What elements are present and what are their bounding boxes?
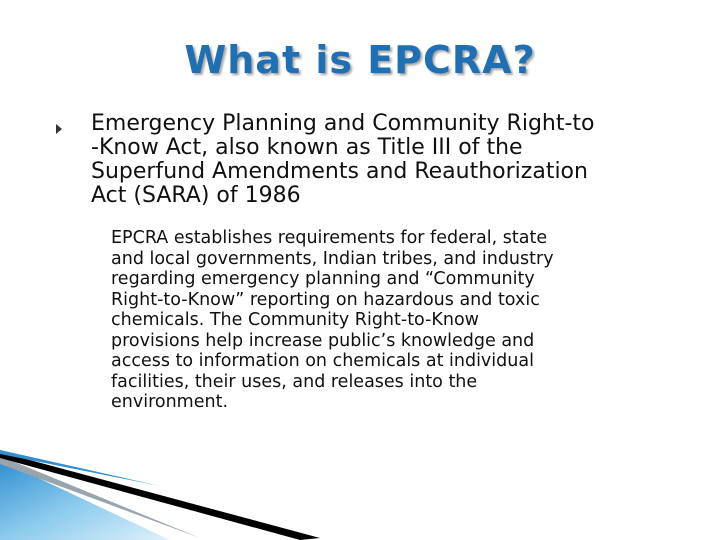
decorative-swoosh [0, 430, 720, 540]
slide-title: What is EPCRA? [184, 38, 536, 82]
bullet-triangle-icon [56, 124, 62, 134]
bullet-text: Emergency Planning and Community Right-to -Know Act, also known as Title III of the Superfund Amendments and Reauthorization Act (SARA) of 1986 [91, 111, 595, 208]
sub-paragraph: EPCRA establishes requirements for federal, state and local governments, Indian tribes, and industry regarding emergency planning and “Community Right-to-Know” reporting on hazardous and toxic chemicals. The Community Right-to-Know provisions help increase public’s knowledge and access to information on chemicals at individual facilities, their uses, and releases into the environment. [111, 228, 554, 412]
